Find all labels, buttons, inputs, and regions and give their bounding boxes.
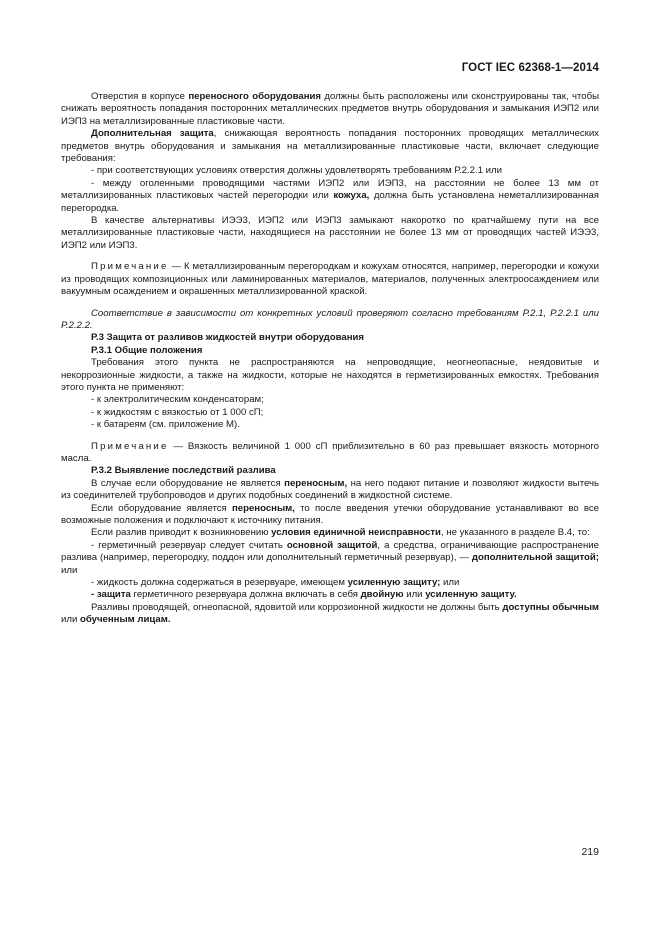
paragraph-alternative: В качестве альтернативы ИЭЭ3, ИЭП2 или ИЭП3 замыкают накоротко по кратчайшему пути на все металлизированные пластиковые части, находящиеся на расстоянии не более 13 мм от проводящих частей ИЭЭ3, ИЭП2 или ИЭП3. bbox=[61, 215, 599, 251]
paragraph: Если оборудование является переносным, то после введения утечки оборудование устанавливают во все возможные положения и подключают к источнику питания. bbox=[61, 502, 599, 526]
note: Примечание — Вязкость величиной 1 000 сП приблизительно в 60 раз превышает вязкость моторного масла. bbox=[61, 440, 599, 464]
paragraph-openings: Отверстия в корпусе переносного оборудования должны быть расположены или сконструированы так, чтобы снижать вероятность попадания посторонних металлических предметов внутрь оборудования и замыкания ИЭП2 или ИЭП3 на металлизированные пластиковые части. bbox=[61, 91, 599, 127]
list-item: - к жидкостям с вязкостью от 1 000 сП; bbox=[91, 406, 264, 418]
document-body bbox=[61, 91, 599, 627]
document-code: ГОСТ IEC 62368-1—2014 bbox=[461, 62, 599, 74]
subsection-heading: Р.3.2 Выявление последствий разлива bbox=[91, 465, 276, 477]
paragraph: Если разлив приводит к возникновению условия единичной неисправности, не указанного в разделе В.4, то: bbox=[91, 527, 590, 539]
page-number: 219 bbox=[581, 846, 599, 858]
list-item: - при соответствующих условиях отверстия должны удовлетворять требованиям Р.2.2.1 или bbox=[91, 165, 502, 177]
section-heading: Р.3 Защита от разливов жидкостей внутри оборудования bbox=[91, 332, 365, 344]
paragraph-scope: Требования этого пункта не распространяются на непроводящие, неогнеопасные, неядовитые и некоррозионные жидкости, а также на жидкости, которые не находятся в герметизированных емкостях. Требования этого пункта не применяют: bbox=[61, 357, 599, 393]
compliance-statement: Соответствие в зависимости от конкретных условий проверяют согласно требованиям Р.2.1, Р.2.2.1 или Р.2.2.2. bbox=[61, 307, 599, 331]
list-item: - защита герметичного резервуара должна включать в себя двойную или усиленную защиту. bbox=[91, 589, 517, 601]
list-item: - жидкость должна содержаться в резервуаре, имеющем усиленную защиту; или bbox=[91, 577, 460, 589]
paragraph: В случае если оборудование не является переносным, на него подают питание и позволяют жидкости вытечь из соединителей трубопроводов и других подобных соединений в жидкостной системе. bbox=[61, 477, 599, 502]
list-item: - к электролитическим конденсаторам; bbox=[91, 394, 264, 406]
paragraph: Разливы проводящей, огнеопасной, ядовитой или коррозионной жидкости не должны быть доступны обычным или обученным лицам. bbox=[61, 601, 599, 626]
list-item: - герметичный резервуар следует считать основной защитой, а средства, ограничивающие распространение разлива (например, перегородку, поддон или дополнительный герметичный резервуар), — дополнительной защитой; или bbox=[61, 539, 599, 576]
list-item: - к батареям (см. приложение М). bbox=[91, 419, 240, 431]
list-item: - между оголенными проводящими частями ИЭП2 или ИЭП3, на расстоянии не более 13 мм от металлизированных пластиковых частей перегородки или кожуха, должна быть установлена неметаллизированная перегородка. bbox=[61, 177, 599, 214]
note: Примечание — К металлизированным перегородкам и кожухам относятся, например, перегородки и кожухи из проводящих композиционных или ламинированных материалов, материалов, полученных электроосаждением или вакуумным осаждением и окрашенных металлизированной краской. bbox=[61, 261, 599, 298]
subsection-heading: Р.3.1 Общие положения bbox=[91, 344, 203, 356]
paragraph-additional-protection: Дополнительная защита, снижающая вероятность попадания посторонних проводящих металлических предметов внутрь оборудования и замыкания на металлизированные пластиковые части, включает следующие требования: bbox=[61, 128, 599, 165]
